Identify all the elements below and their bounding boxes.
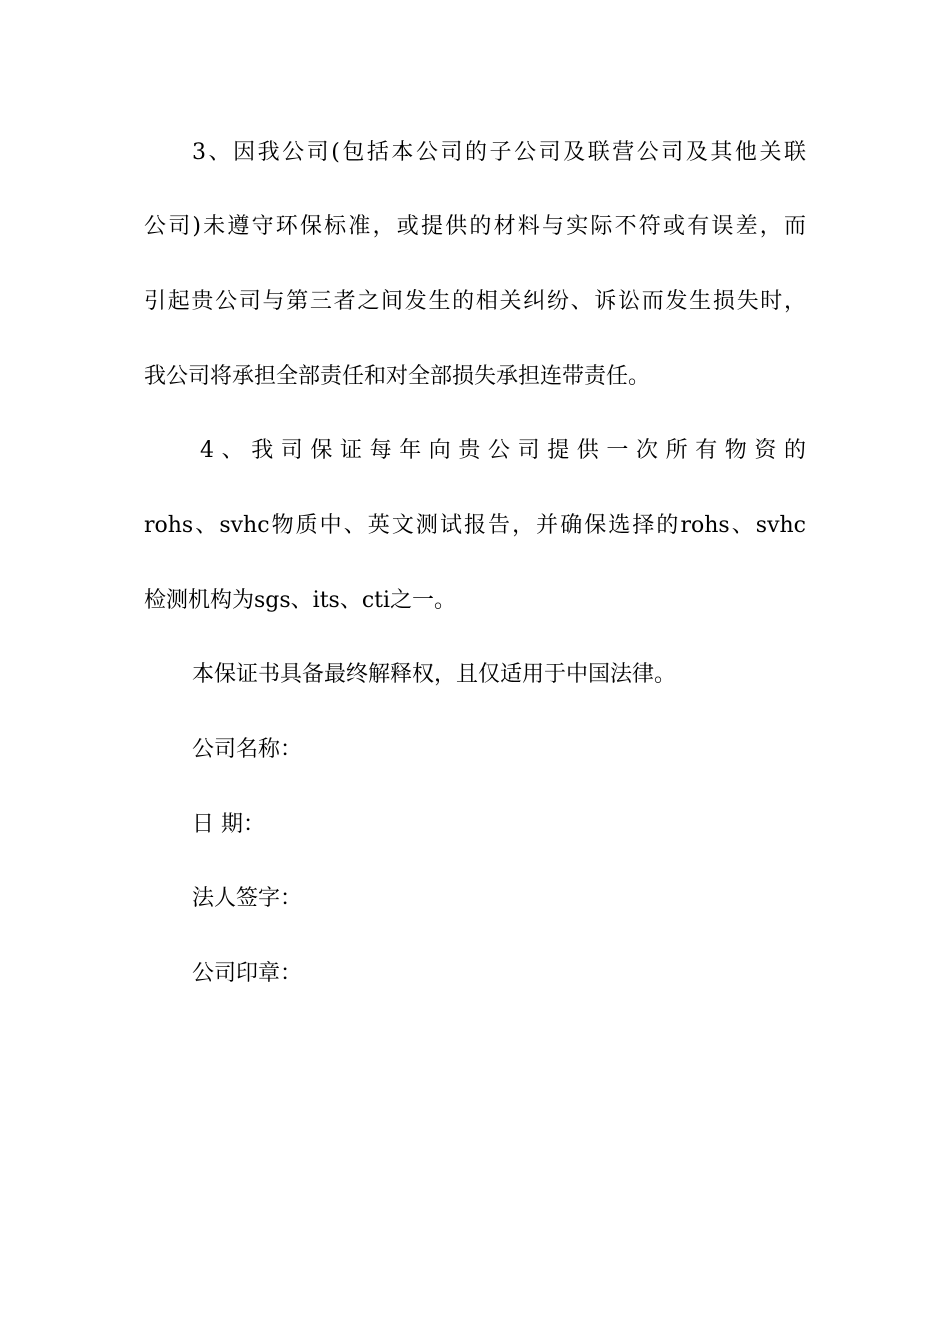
governing-law-statement: 本保证书具备最终解释权，且仅适用于中国法律。 xyxy=(192,662,677,687)
clause3-line-4: 我公司将承担全部责任和对全部损失承担连带责任。 xyxy=(144,364,651,389)
company-seal-field: 公司印章： xyxy=(192,961,303,986)
clause3-line-3: 引起贵公司与第三者之间发生的相关纠纷、诉讼而发生损失时， xyxy=(144,289,806,314)
clause3-line-1: 3、因我公司(包括本公司的子公司及联营公司及其他关联 xyxy=(192,140,806,165)
company-name-field: 公司名称： xyxy=(192,737,303,762)
clause4-line-3: 检测机构为sgs、its、cti之一。 xyxy=(144,588,457,613)
date-field: 日 期： xyxy=(192,812,265,837)
clause3-line-2: 公司)未遵守环保标准，或提供的材料与实际不符或有误差，而 xyxy=(144,214,806,239)
legal-signature-field: 法人签字： xyxy=(192,886,303,911)
clause4-line-2: rohs、svhc物质中、英文测试报告，并确保选择的rohs、svhc xyxy=(144,513,806,538)
clause4-line-1: 4、我司保证每年向贵公司提供一次所有物资的 xyxy=(200,438,806,463)
